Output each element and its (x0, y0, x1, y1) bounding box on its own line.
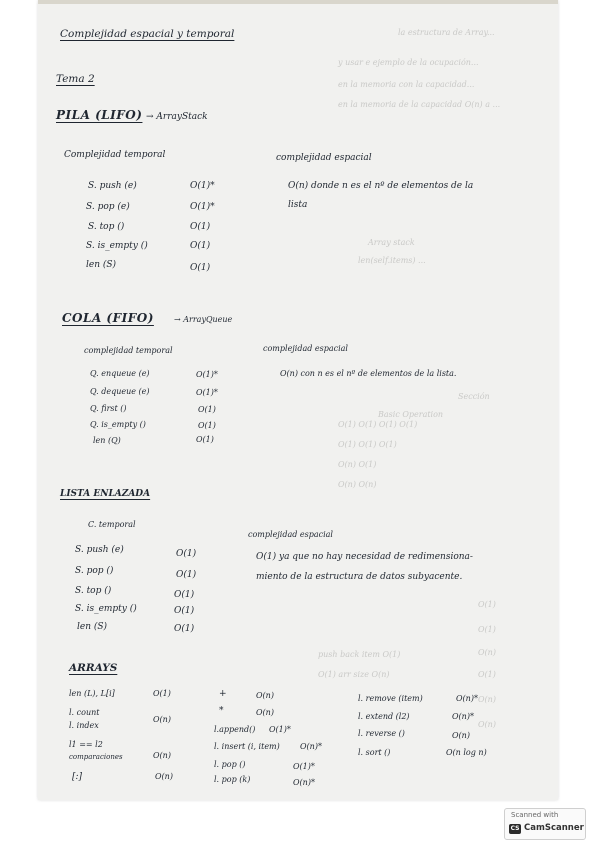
lista-heading: LISTA ENLAZADA (60, 489, 151, 499)
lista-op-name: S. is_empty () (75, 604, 137, 614)
arrays-op-cost: O(1)* (269, 725, 291, 734)
arrays-op-cost: O(n)* (300, 742, 322, 751)
arrays-op-cost: O(n) (153, 715, 171, 724)
arrays-op-cost: O(n)* (456, 694, 478, 703)
lista-temporal-label: C. temporal (88, 520, 136, 529)
arrays-op-cost: O(1)* (293, 762, 315, 771)
pila-op-cost: O(1) (190, 222, 211, 232)
arrays-op-cost: O(n log n) (446, 748, 487, 757)
cola-op-cost: O(1)* (196, 370, 218, 379)
arrays-op-name: l. pop (k) (214, 775, 251, 784)
lista-op-name: len (S) (77, 622, 108, 632)
lista-op-cost: O(1) (174, 606, 195, 616)
cola-spatial-text: O(n) con n es el nº de elementos de la lista. (280, 369, 457, 378)
lista-spatial-text: O(1) ya que no hay necesidad de redimensiona- (256, 552, 473, 562)
cola-op-cost: O(1) (198, 405, 216, 414)
arrays-op-cost: O(n) (256, 691, 274, 700)
page-title: Complejidad espacial y temporal (60, 28, 235, 40)
cola-heading: COLA (FIFO) (62, 311, 154, 325)
arrays-op-cost: O(n)* (293, 778, 315, 787)
cola-op-cost: O(1) (196, 435, 214, 444)
cola-op-name: Q. dequeue (e) (90, 387, 150, 396)
arrays-op-cost: O(n) (153, 751, 171, 760)
cola-op-name: Q. first () (90, 404, 127, 413)
arrays-heading: ARRAYS (69, 662, 118, 674)
pila-spatial-label: complejidad espacial (276, 153, 372, 163)
lista-spatial-label: complejidad espacial (248, 530, 333, 539)
arrays-op-name: l. pop () (214, 760, 246, 769)
pila-op-cost: O(1) (190, 241, 211, 251)
theme-label: Tema 2 (56, 73, 95, 85)
camscanner-logo-icon: CS (510, 825, 520, 832)
arrays-op-cost: O(n) (155, 772, 173, 781)
arrays-op-name: * (219, 706, 224, 716)
arrays-op-name: comparaciones (69, 753, 123, 761)
arrays-op-cost: O(1) (153, 689, 171, 698)
pila-op-name: S. push (e) (88, 181, 137, 191)
pila-op-cost: O(1)* (190, 181, 215, 191)
arrays-op-name: l. reverse () (358, 729, 405, 738)
arrays-op-name: l1 == l2 (69, 740, 103, 749)
cola-op-cost: O(1)* (196, 388, 218, 397)
arrays-op-name: [:] (72, 772, 83, 782)
camscanner-brand: CamScanner (524, 823, 584, 833)
lista-op-name: S. pop () (75, 566, 114, 576)
arrays-op-name: l. extend (l2) (358, 712, 410, 721)
arrays-op-name: l. sort () (358, 748, 391, 757)
scanned-with-label: Scanned with (511, 811, 559, 819)
notebook-page: la estructura de Array... y usar e ejemplo de la ocupación... en la memoria con la capacidad... en la memoria de la capacidad O(n) a ... Array stack len(self.items) ... Sección Basic Operation O(1) O(1) O(1) O(1) O(1) O(1) O(1) O(n) O(1) O(n) O(n) O(1) O(1) O(n) O(1) O(n) O(n) push back item O(1) O(1) arr size O(n) Complejidad espacial y temporal Tema 2 PILA (LIFO) → ArrayStack Complejidad temporal complejidad espacial S. push (e) O(1)* S. pop (e) O(1)* S. top () O(1) S. is_empty () O(1) len (S) O(1) O(n) donde n es el nº de elementos de la lista COLA (FIFO) → ArrayQueue complejidad temporal complejidad espacial Q. enqueue (e) O(1)* Q. dequeue (e) O(1)* Q. first () O(1) Q. is_empty () O(1) len (Q) O(1) O(n) con n es el nº de elementos de la lista. LISTA ENLAZADA C. temporal complejidad espacial S. push (e) O(1) S. pop () O(1) S. top () O(1) S. is_empty () O(1) len (S) O(1) O(1) ya que no hay necesidad de redimensiona- miento de la estructura de datos subyacente. ARRAYS len (L), L[i] O(1) l. count l. index O(n) l1 == l2 comparaciones O(n) [:] O(n) + O(n) * O(n) l.append() O(1)* l. insert (i, item) O(n)* l. pop () O(1)* l. pop (k) O(n)* l. remove (item) O(n)* l. extend (l2) O(n)* l. reverse () O(n) l. sort () O(n log n) (38, 0, 558, 800)
cola-temporal-label: complejidad temporal (84, 346, 173, 355)
arrays-op-name: l. remove (item) (358, 694, 423, 703)
cola-op-name: len (Q) (93, 436, 121, 445)
lista-op-cost: O(1) (176, 549, 197, 559)
arrays-op-cost: O(n)* (452, 712, 474, 721)
cola-arrow-label: → ArrayQueue (174, 315, 233, 324)
arrays-op-cost: O(n) (256, 708, 274, 717)
camscanner-watermark (504, 808, 586, 840)
arrays-op-name: len (L), L[i] (69, 689, 115, 698)
lista-op-cost: O(1) (174, 624, 195, 634)
pila-op-name: len (S) (86, 260, 117, 270)
cola-op-cost: O(1) (198, 421, 216, 430)
lista-spatial-text: miento de la estructura de datos subyacente. (256, 572, 463, 582)
pila-arrow-label: → ArrayStack (146, 112, 208, 122)
pila-op-cost: O(1) (190, 263, 211, 273)
arrays-op-name: l. insert (i, item) (214, 742, 280, 751)
arrays-op-name: l.append() (214, 725, 256, 734)
cola-op-name: Q. is_empty () (90, 420, 146, 429)
arrays-op-name: l. count (69, 708, 100, 717)
arrays-op-name: l. index (69, 721, 99, 730)
arrays-op-name: + (219, 689, 227, 699)
pila-op-cost: O(1)* (190, 202, 215, 212)
pila-op-name: S. pop (e) (86, 202, 130, 212)
lista-op-name: S. push (e) (75, 545, 124, 555)
cola-spatial-label: complejidad espacial (263, 344, 348, 353)
pila-op-name: S. top () (88, 222, 125, 232)
lista-op-name: S. top () (75, 586, 112, 596)
cola-op-name: Q. enqueue (e) (90, 369, 150, 378)
pila-spatial-text: O(n) donde n es el nº de elementos de la (288, 181, 474, 191)
arrays-op-cost: O(n) (452, 731, 470, 740)
pila-op-name: S. is_empty () (86, 241, 148, 251)
pila-spatial-text: lista (288, 200, 308, 210)
lista-op-cost: O(1) (174, 590, 195, 600)
pila-heading: PILA (LIFO) (56, 108, 143, 122)
pila-temporal-label: Complejidad temporal (64, 150, 166, 160)
lista-op-cost: O(1) (176, 570, 197, 580)
